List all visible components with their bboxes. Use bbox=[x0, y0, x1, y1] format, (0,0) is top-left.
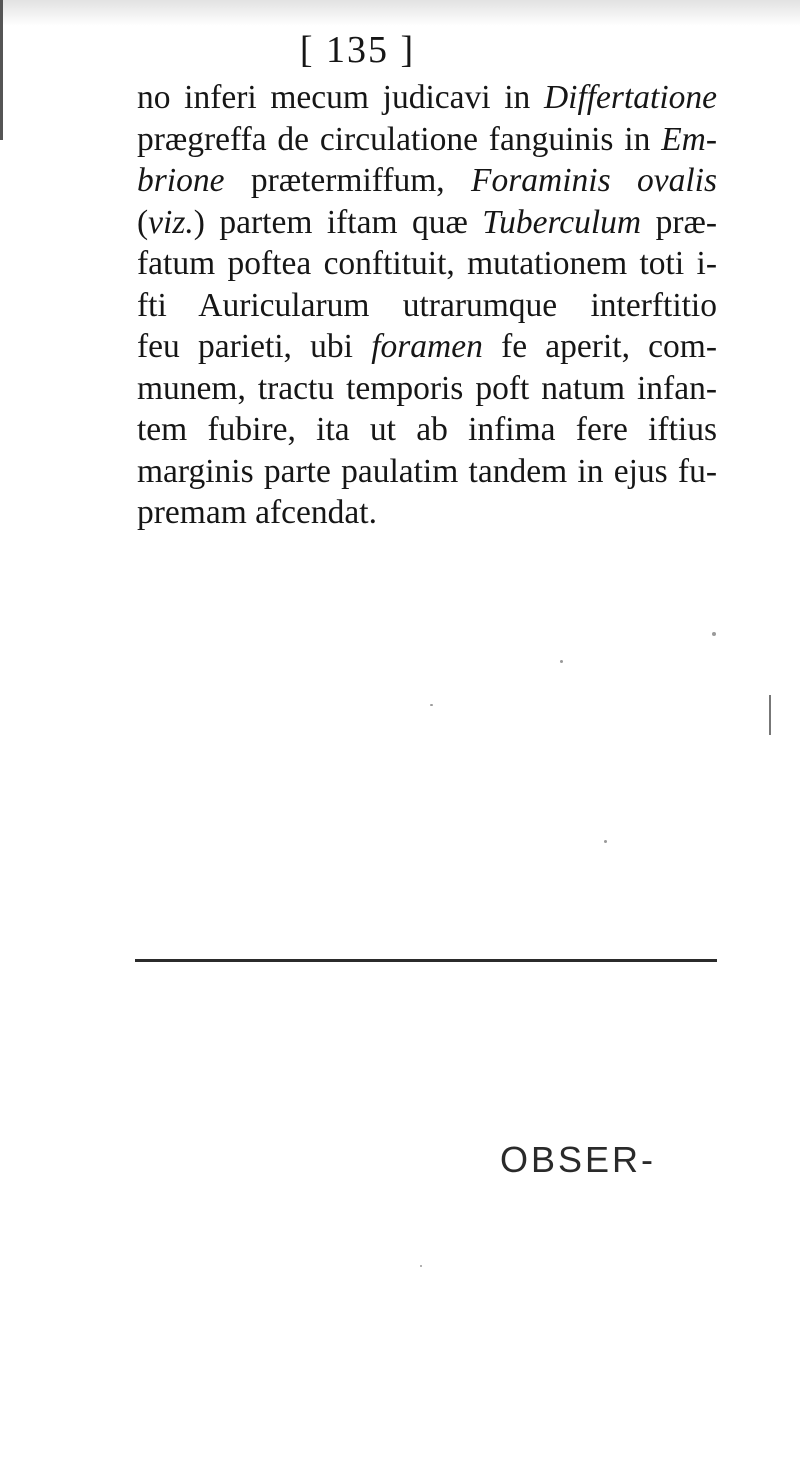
text-line bbox=[137, 77, 717, 119]
italic-text: Tuberculum bbox=[482, 203, 642, 241]
page-top-edge-shadow bbox=[0, 0, 800, 26]
italic-text: brione bbox=[137, 162, 225, 199]
italic-text: Differtatione bbox=[543, 79, 717, 116]
text-line bbox=[137, 160, 717, 202]
text-line bbox=[137, 119, 717, 161]
text-segment: præ- bbox=[641, 203, 717, 241]
text-segment: fti Auricularum utrarumque interftitio bbox=[137, 286, 717, 324]
text-segment: prægreffa de circulatione fanguinis in bbox=[137, 120, 662, 158]
text-segment: prætermiffum, bbox=[224, 162, 472, 199]
page-number: [ 135 ] bbox=[299, 29, 416, 71]
text-line bbox=[137, 451, 717, 493]
italic-text: viz. bbox=[148, 203, 194, 241]
catchword: OBSER- bbox=[500, 1139, 657, 1180]
paper-speck bbox=[712, 632, 716, 636]
paper-speck bbox=[420, 1265, 422, 1267]
text-line bbox=[137, 409, 717, 451]
horizontal-rule bbox=[135, 959, 717, 962]
text-line bbox=[137, 243, 717, 285]
text-line bbox=[137, 326, 717, 368]
text-line bbox=[137, 202, 717, 244]
text-segment: ( bbox=[137, 203, 149, 241]
text-line bbox=[137, 492, 717, 534]
text-segment: ) partem iftam quæ bbox=[193, 203, 483, 241]
text-segment: marginis parte paulatim tandem in ejus fu- bbox=[137, 452, 717, 490]
italic-text: foramen bbox=[371, 328, 483, 365]
text-segment: no inferi mecum judicavi in bbox=[137, 79, 544, 116]
text-segment: premam afcendat. bbox=[137, 494, 377, 531]
italic-text: Em- bbox=[661, 120, 717, 158]
italic-text: Foraminis ovalis bbox=[471, 162, 717, 199]
paper-speck bbox=[604, 840, 607, 843]
text-segment: fe aperit, com- bbox=[482, 328, 717, 365]
text-segment: tem fubire, ita ut ab infima fere iftius bbox=[137, 411, 717, 448]
text-line bbox=[137, 285, 717, 327]
paper-speck bbox=[560, 660, 563, 663]
text-segment: munem, tractu temporis poft natum infan- bbox=[137, 369, 717, 407]
text-segment: fatum poftea conftituit, mutationem toti i- bbox=[137, 245, 717, 282]
text-segment: feu parieti, ubi bbox=[137, 328, 372, 365]
text-line bbox=[137, 368, 717, 410]
body-paragraph bbox=[137, 77, 717, 534]
paper-speck bbox=[430, 704, 433, 706]
margin-mark bbox=[769, 695, 771, 735]
